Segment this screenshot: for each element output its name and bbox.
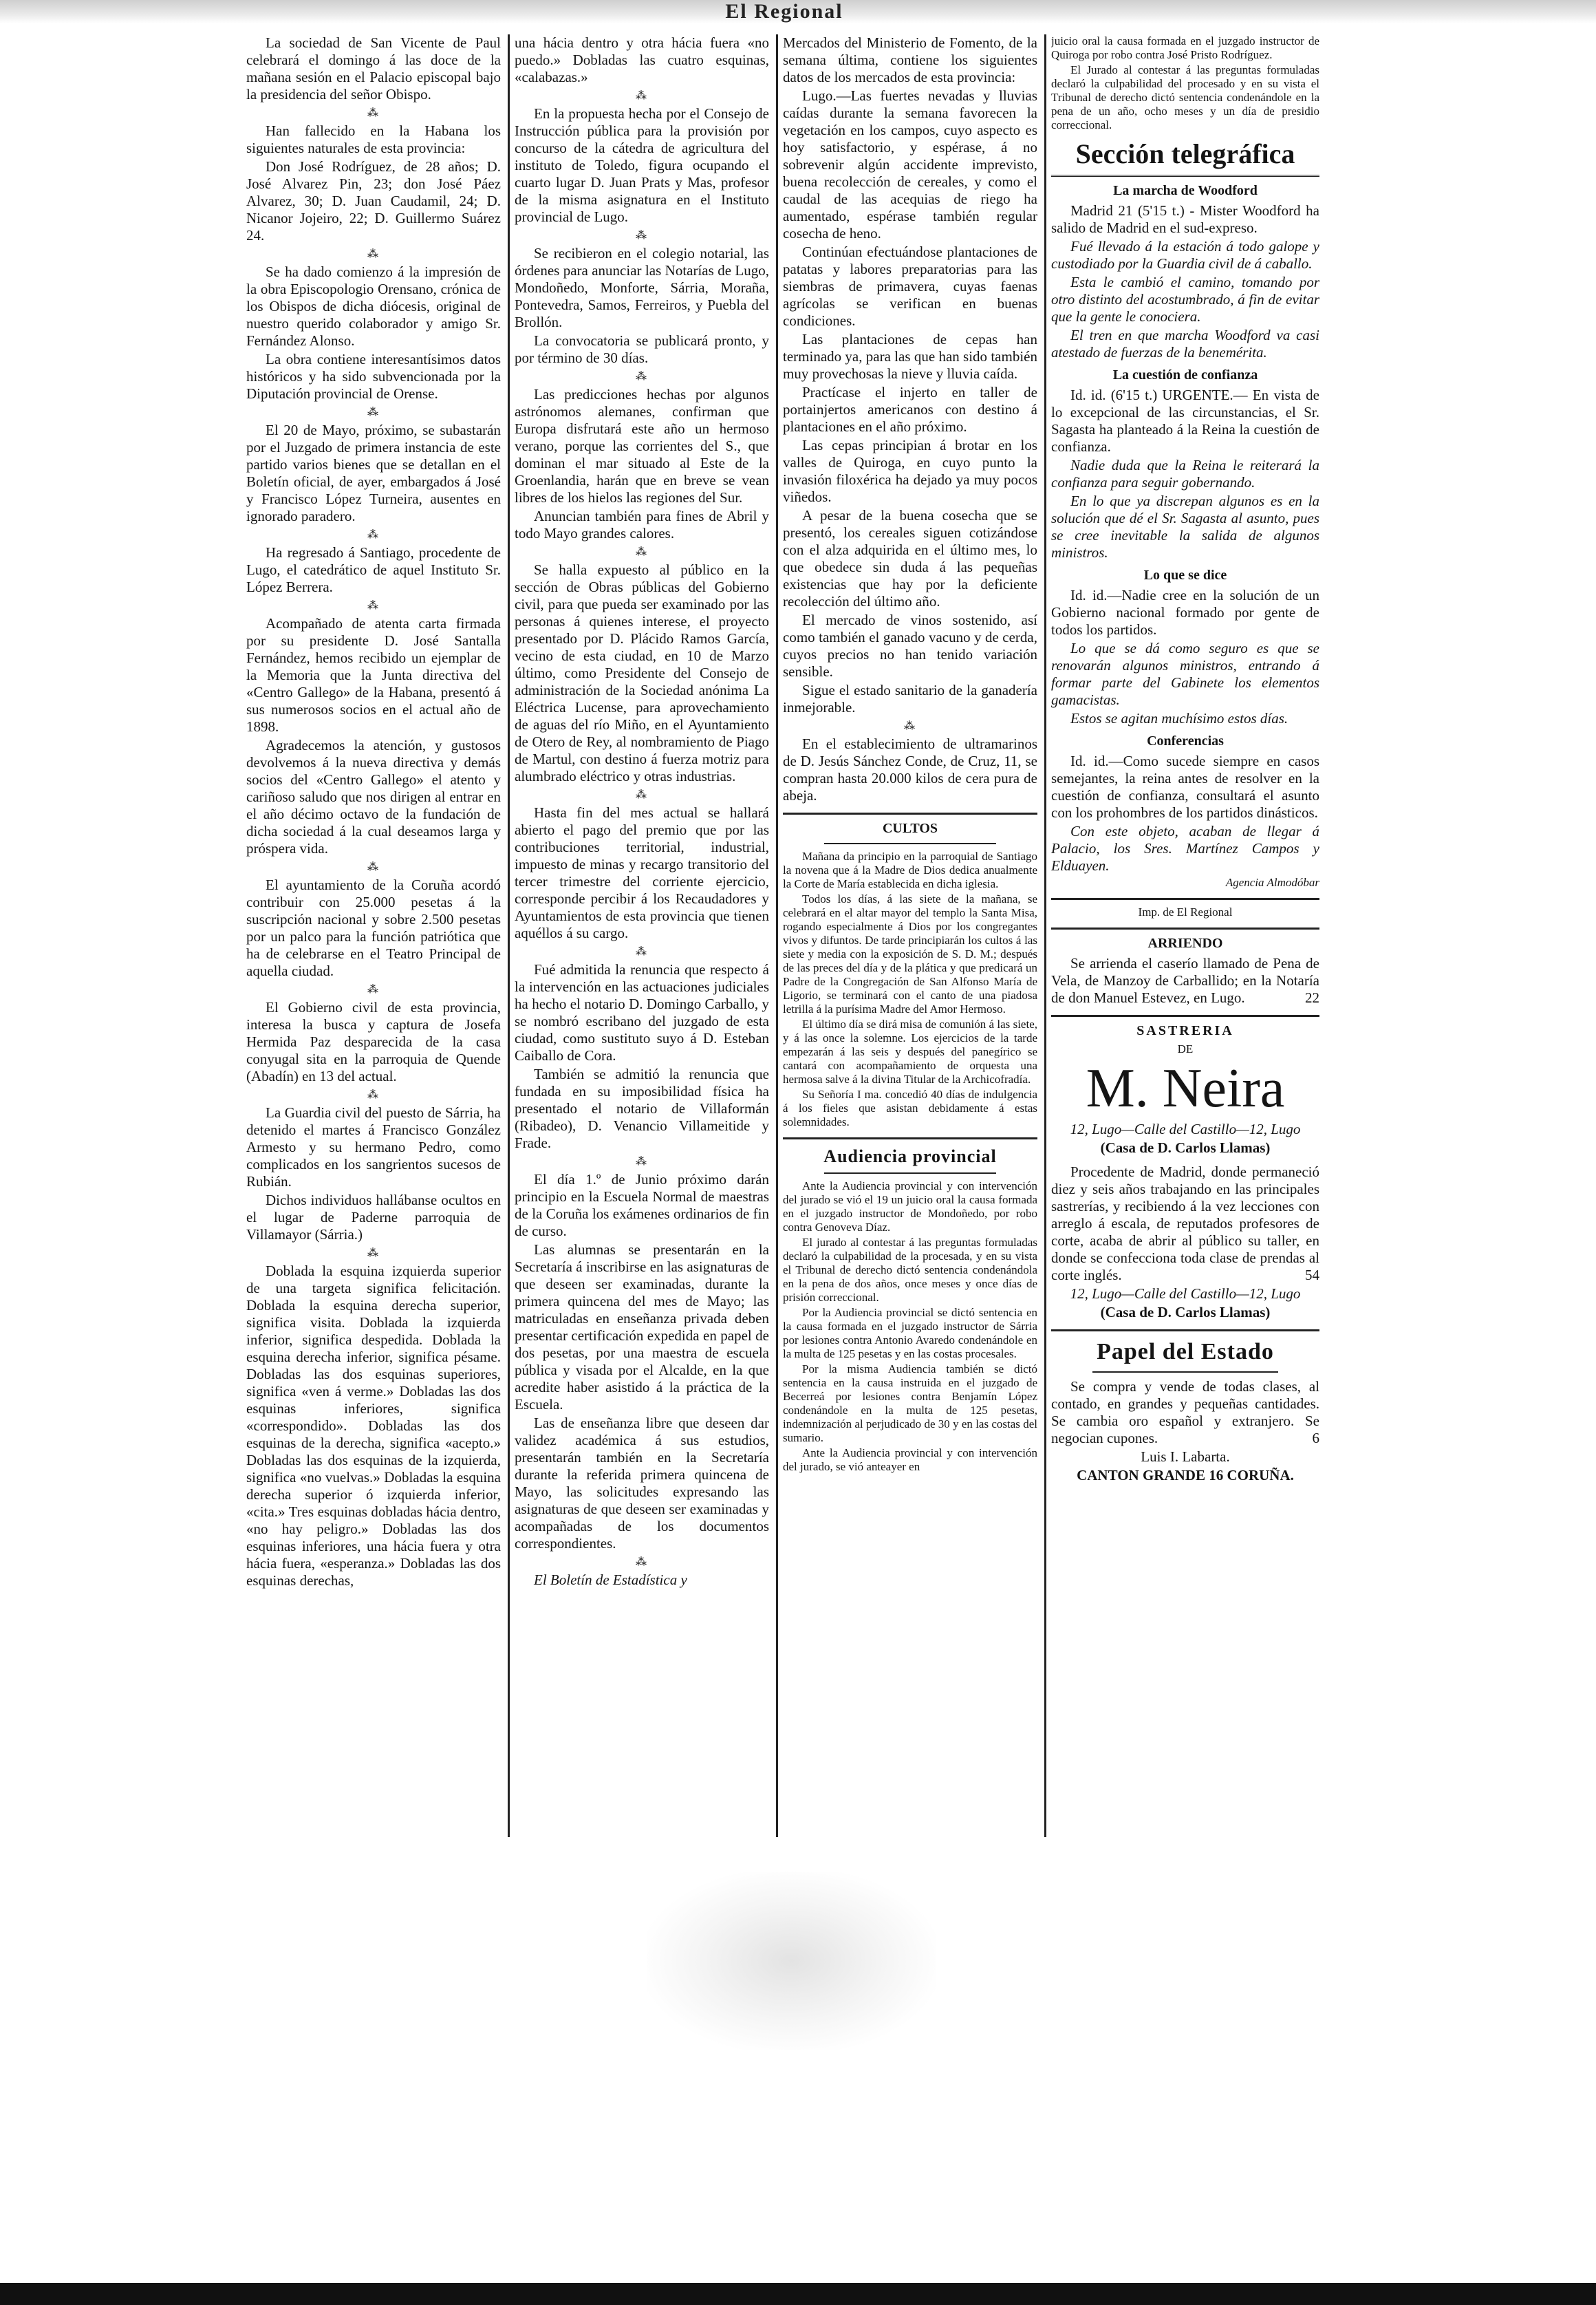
news-item: Acompañado de atenta carta firmada por su presidente D. José Santalla Fernández, hemos recibido un ejemplar de la Memoria que la Junta directiva del «Centro Gallego» de la Habana, presentó á sus numerosos socios en el actual año de 1898. [246,615,501,735]
canton-address: CANTON GRANDE 16 CORUÑA. [1077,1467,1294,1483]
news-item: Don José Rodríguez, de 28 años; D. José Alvarez Pin, 23; don José Páez Alvarez, 30; D. Juan Caudamil, 24; D. Nicanor Jojeiro, 22; D. Guillermo Suárez 24. [246,158,501,244]
news-item: Mercados del Ministerio de Fomento, de la semana última, contiene los siguientes datos de los mercados de esta provincia: [783,34,1037,85]
news-item: Lugo.—Las fuertes nevadas y lluvias caídas durante la semana favorecen la vegetación en los campos, cuyo aspecto es hoy satisfactorio, y espérase, á no sobrevenir algún accidente imprevisto, buena recolección de cereales, y como el caudal de las acequias de riego ha aumentado, espérase también regular cosecha de heno. [783,87,1037,242]
separator-asterism: ⁂ [367,248,380,260]
telegram-item: Lo que se dá como seguro es que se renovarán algunos ministros, entrando á formar parte del Gabinete los elementos gamacistas. [1051,640,1319,708]
ad-number: 6 [1312,1430,1319,1446]
casa-line: (Casa de D. Carlos Llamas) [1100,1304,1271,1320]
separator-asterism: ⁂ [636,1556,648,1568]
news-item: El ayuntamiento de la Coruña acordó contribuir con 25.000 pesetas á la suscripción nacional y sobre 2.500 pesetas por un palco para la función patriótica que ha de celebrarse en el Teatro Principal de aquella ciudad. [246,877,501,979]
arriendo-body: Se arrienda el caserío llamado de Pena de Vela, de Manzoy de Carballido; en la Notaría de don Manuel Estevez, en Lugo. [1051,955,1319,1006]
news-item: Se recibieron en el colegio notarial, las órdenes para anunciar las Notarías de Lugo, Mondoñedo, Monforte, Sárria, Moraña, Pontevedra, Samos, Ferreiros, y Puebla del Brollón. [515,245,769,330]
telegram-item: Id. id.—Como sucede siempre en casos semejantes, la reina antes de resolver en la cuestión de confianza, consultará el asunto con los prohombres de los partidos dinásticos. [1051,753,1319,821]
telegram-item: Id. id.—Nadie cree en la solución de un Gobierno nacional formado por gente de todos los partidos. [1051,587,1319,638]
separator-asterism: ⁂ [367,407,380,418]
news-item: Anuncian también para fines de Abril y todo Mayo grandes calores. [515,508,769,542]
separator-asterism: ⁂ [636,371,648,383]
neira-title: M. Neira [1086,1058,1285,1119]
audiencia-item: El jurado al contestar á las preguntas formuladas declaró la culpabilidad de la procesada, y en su vista el Tribunal de derecho dictó sentencia condenándola en la pena de dos años, once meses y once días de prisión correccional. [783,1236,1037,1304]
telegram-item: Nadie duda que la Reina le reiterará la confianza para seguir gobernando. [1051,457,1319,491]
news-item: El mercado de vinos sostenido, así como también el ganado vacuno y de cerda, cuyos precios no han tenido variación sensible. [783,612,1037,680]
cultos-item: Su Señoría I ma. concedió 40 días de indulgencia á los fieles que asistan debidamente á estas solemnidades. [783,1088,1037,1128]
news-item: Doblada la esquina izquierda superior de una targeta significa felicitación. Doblada la esquina derecha superior, significa visita. Doblada la izquierda inferior, significa despedida. Doblada la esquina derecha inferior, significa pésame. Dobladas las dos esquinas superiores, significa «ven á verme.» Dobladas las dos esquinas inferiores, significa «correspondido». Dobladas las dos esquinas de la derecha, significa «acepto.» Dobladas las dos esquinas de la izquierda, significa «no vuelvas.» Dobladas la esquina derecha superior ó izquierda inferior, «cita.» Tres esquinas dobladas hácia dentro, «no hay peligro.» Dobladas las dos esquinas inferiores, una hácia fuera y otra hácia fuera, «esperanza.» Dobladas las dos esquinas derechas, [246,1263,501,1589]
column-rule [776,34,778,1837]
separator-asterism: ⁂ [636,90,648,102]
scan-smudge [647,1872,936,2050]
telegram-item: Id. id. (6'15 t.) URGENTE.— En vista de lo excepcional de las circunstancias, el Sr. Sagasta ha planteado á la Reina la cuestión de confianza. [1051,387,1319,455]
sastreria-body: Procedente de Madrid, donde permaneció diez y seis años trabajando en las principales sastrerías, y recibiendo á la vez lecciones con arreglo á escala, de reputados profesores de corte, acaba de abrir al público su taller, en donde se confecciona toda clase de prendas al corte inglés. [1051,1164,1319,1283]
heading-underline [1092,1371,1278,1373]
news-item: una hácia dentro y otra hácia fuera «no puedo.» Dobladas las cuatro esquinas, «calabazas.» [515,34,769,85]
news-item: Han fallecido en la Habana los siguientes naturales de esta provincia: [246,122,501,156]
separator-asterism: ⁂ [904,720,916,732]
telegrafica-heading: Sección telegráfica [1051,138,1319,177]
news-item: Ha regresado á Santiago, procedente de Lugo, el catedrático de aquel Instituto Sr. López Berrera. [246,544,501,595]
audiencia-item: juicio oral la causa formada en el juzgado instructor de Quiroga por robo contra José Pristo Rodríguez. [1051,34,1319,61]
separator-asterism: ⁂ [636,1156,648,1168]
separator-asterism: ⁂ [367,861,380,873]
column-rule [1044,34,1046,1837]
news-item: El día 1.º de Junio próximo darán principio en la Escuela Normal de maestras de la Coruña los exámenes ordinarios de fin de curso. [515,1171,769,1239]
ad-number: 22 [1305,989,1319,1006]
audiencia-item: Ante la Audiencia provincial y con intervención del jurado se vió el 19 un juicio oral la causa formada en el juzgado instructor de Mondoñedo, por robo contra Genoveva Díaz. [783,1179,1037,1234]
audiencia-item: Por la Audiencia provincial se dictó sentencia en la causa formada en el juzgado instructor de Sárria por lesiones contra Antonio Avaredo condenándole en la multa de 125 pesetas y en las costas procesales. [783,1306,1037,1360]
telegram-item: Madrid 21 (5'15 t.) - Mister Woodford ha salido de Madrid en el sud-expreso. [1051,202,1319,236]
masthead: El Regional [725,0,843,23]
news-item: Hasta fin del mes actual se hallará abierto el pago del premio que por las contribuciones territorial, industrial, impuesto de minas y recargo transitorio del tercer trimestre del corriente ejercicio, corresponde percibir á los Recaudadores y Ayuntamientos de esta provincia que tienen aquéllos á su cargo. [515,804,769,941]
telegram-item: Estos se agitan muchísimo estos días. [1070,710,1288,727]
sastreria-text [1051,1164,1319,1284]
news-item: Agradecemos la atención, y gustosos devolvemos á la nueva directiva y demás socios del «Centro Gallego» el atento y cariñoso saludo que nos dirigen al entrar en el año décimo octavo de la fundación de dicha sociedad á la cual deseamos larga y próspera vida. [246,737,501,857]
telegram-item: Con este objeto, acaban de llegar á Palacio, los Sres. Martínez Campos y Elduayen. [1051,823,1319,874]
news-item: Las plantaciones de cepas han terminado ya, para las que han sido también muy provechosas la nieve y lluvia caída. [783,331,1037,382]
section-rule [1051,928,1319,930]
news-item: Las cepas principian á brotar en los valles de Quiroga, en cuyo punto la invasión filoxérica ha dejado ya muy pocos viñedos. [783,437,1037,505]
news-item: Dichos individuos hallábanse ocultos en el lugar de Paderne parroquia de Villamayor (Sárria.) [246,1192,501,1243]
newspaper-page [246,34,1319,1851]
section-rule [1051,1329,1319,1331]
address-line: 12, Lugo—Calle del Castillo—12, Lugo [1070,1285,1301,1302]
news-item: Las predicciones hechas por algunos astrónomos alemanes, confirman que Europa disfrutará este año un hermoso verano, porque las corrientes del S., que dominan el mar situado al Este de la Groenlandia, harán que en breve se vean libres de los hielos las regiones del Sur. [515,386,769,506]
confianza-heading: La cuestión de confianza [1112,367,1258,383]
section-rule [783,1137,1037,1139]
conferencias-heading: Conferencias [1147,733,1224,749]
papel-text [1051,1378,1319,1447]
news-item: Se halla expuesto al público en la sección de Obras públicas del Gobierno civil, para que pueda ser examinado por las personas á quienes interese, el proyecto presentado por D. Plácido Ramos García, vecino de esta ciudad, en 10 de Marzo último, como Presidente del Consejo de administración de la Sociedad anónima La Eléctrica Lucense, para aprovechamiento de aguas del río Miño, en el Ayuntamiento de Otero de Rey, al nombramiento de Piago de Martul, con destino á fuerza motriz para alumbrado eléctrico y otras industrias. [515,561,769,784]
arriendo-text [1051,955,1319,1007]
heading-underline [824,843,996,844]
agency-signature: Agencia Almodóbar [1225,876,1319,889]
column-3 [783,34,1037,1823]
telegram-item: Fué llevado á la estación á todo galope y custodiado por la Guardia civil de á caballo. [1051,238,1319,272]
separator-asterism: ⁂ [636,789,648,801]
audiencia-item: Ante la Audiencia provincial y con intervención del jurado, se vió anteayer en [783,1446,1037,1473]
news-item: La sociedad de San Vicente de Paul celebrará el domingo á las doce de la mañana sesión en el Palacio episcopal bajo la presidencia del señor Obispo. [246,34,501,103]
news-item: Continúan efectuándose plantaciones de patatas y labores preparatorias para las siembras de primavera, cuyas faenas agrícolas se verifican en buenas condiciones. [783,244,1037,329]
audiencia-item: El Jurado al contestar á las preguntas formuladas declaró la culpabilidad del procesado y en su vista el Tribunal de derecho dictó sentencia condenándole en la pena de un año, ocho meses y un día de presidio correccional. [1051,63,1319,131]
arriendo-heading: ARRIENDO [1147,936,1223,951]
separator-asterism: ⁂ [367,984,380,996]
news-item: Fué admitida la renuncia que respecto á la intervención en las actuaciones judiciales ha hecho el notario D. Domingo Carballo, y se nombró escribano del juzgado de esta ciudad, como sustituto suyo á D. Esteban Caiballo de Cora. [515,961,769,1064]
separator-asterism: ⁂ [367,1089,380,1101]
telegram-item: En lo que ya discrepan algunos es en la solución que dé el Sr. Sagasta al asunto, pues se cree inevitable la salida de algunos ministros. [1051,493,1319,561]
cultos-heading: CULTOS [882,821,938,836]
separator-asterism: ⁂ [367,600,380,612]
separator-asterism: ⁂ [636,946,648,958]
news-item: A pesar de la buena cosecha que se presentó, los cereales siguen cotizándose con el alza adquirida en el último mes, lo que obedece sin duda á las pequeñas existencias que hay por la deficiente recolección del último año. [783,507,1037,610]
separator-asterism: ⁂ [367,529,380,541]
sastreria-heading: SASTRERIA [1136,1023,1234,1038]
audiencia-item: Por la misma Audiencia también se dictó sentencia en la causa instruida en el juzgado de Becerreá por lesiones contra Benjamín López condenándole en la multa de 125 pesetas, indemnización al perjudicado de 30 y en las costas del sumario. [783,1362,1037,1444]
news-item: Practícase el injerto en taller de portainjertos americanos con destino á plantaciones en el año próximo. [783,384,1037,435]
telegram-item: El tren en que marcha Woodford va casi atestado de fuerzas de la benemérita. [1051,327,1319,361]
woodford-heading: La marcha de Woodford [1113,183,1258,198]
news-item: El Gobierno civil de esta provincia, interesa la busca y captura de Josefa Hermida Paz desparecida de la casa conyugal sita en la parroquia de Quende (Abadín) en 13 del actual. [246,999,501,1084]
news-item: La convocatoria se publicará pronto, y por término de 30 días. [515,332,769,366]
scan-bottom-band [0,2283,1596,2305]
news-item: En la propuesta hecha por el Consejo de Instrucción pública para la provisión por concurso de la cátedra de agricultura del instituto de Toledo, figura ocupando el cuarto lugar D. Juan Prats y Mas, profesor de la misma asignatura en el Instituto provincial de Lugo. [515,105,769,225]
news-item: El Boletín de Estadística y [534,1572,687,1588]
section-rule [1051,898,1319,900]
audiencia-heading: Audiencia provincial [823,1146,997,1166]
papel-body: Se compra y vende de todas clases, al contado, en grandes y pequeñas cantidades. Se cambia oro español y extranjero. Se negocian cupones. [1051,1378,1319,1446]
address-line: 12, Lugo—Calle del Castillo—12, Lugo [1070,1121,1301,1137]
news-item: Las alumnas se presentarán en la Secretaría á inscribirse en las asignaturas de que deseen ser examinadas, durante la primera quincena del mes de Mayo; las matriculadas en enseñanza privada deben presentar certificación expedida en papel de dos pesetas, por una maestra de escuela pública y visada por el Alcalde, en la que acredite haber asistido á la práctica de la Escuela. [515,1241,769,1413]
cultos-item: El último día se dirá misa de comunión á las siete, y á las once la solemne. Los ejercicios de la tarde empezarán á las seis y después del panegírico se cantará con acompañamiento de orquesta una hermosa salve á la divina Titular de la Archicofradía. [783,1018,1037,1086]
cultos-item: Mañana da principio en la parroquial de Santiago la novena que á la Madre de Dios dedica anualmente la Corte de María establecida en dicha iglesia. [783,850,1037,890]
cultos-item: Todos los días, á las siete de la mañana, se celebrará en el altar mayor del templo la Santa Misa, rogando especialmente á Dios por los congregantes vivos y difuntos. De tarde principiarán los cultos á las siete y media con la exposición de S. D. M.; después de las preces del día y de la plática y que predicará un Padre de la Congregación de San Alfonso María de Ligorio, se terminará con el canto de una piadosa letrilla á la purísima Madre del Amor Hermoso. [783,892,1037,1016]
separator-asterism: ⁂ [636,230,648,242]
news-item: Se ha dado comienzo á la impresión de la obra Episcopologio Orensano, crónica de los Obispos de dicha diócesis, original de nuestro querido colaborador y amigo Sr. Fernández Alonso. [246,264,501,349]
column-1 [246,34,501,1823]
section-rule [783,813,1037,815]
news-item: El 20 de Mayo, próximo, se subastarán por el Juzgado de primera instancia de este partido varios bienes que se detallan en el Boletín oficial, de ayer, embargados á José y Francisco López Turneira, ausentes en ignorado paradero. [246,422,501,524]
separator-asterism: ⁂ [367,1247,380,1259]
casa-line: (Casa de D. Carlos Llamas) [1100,1139,1271,1156]
news-item: Las de enseñanza libre que deseen dar validez académica á sus estudios, presentarán también en la Secretaría durante la referida primera quincena de Mayo, las solicitudes expresando las asignaturas de que deseen ser examinadas y acompañadas de los documentos correspondientes. [515,1415,769,1552]
imprenta-line: Imp. de El Regional [1138,905,1233,919]
news-item: La obra contiene interesantísimos datos históricos y ha sido subvencionada por la Diputación provincial de Orense. [246,351,501,402]
news-item: También se admitió la renuncia que fundada en su imposibilidad física ha presentado el notario de Villaformán (Ribadeo), D. Venancio Villameitide y Frade. [515,1066,769,1151]
labarta-signature: Luis I. Labarta. [1141,1448,1230,1465]
column-2 [515,34,769,1823]
separator-asterism: ⁂ [636,546,648,558]
column-rule [508,34,510,1837]
column-4 [1051,34,1319,1823]
news-item: En el establecimiento de ultramarinos de D. Jesús Sánchez Conde, de Cruz, 11, se compran hasta 20.000 kilos de cera pura de abeja. [783,736,1037,804]
separator-asterism: ⁂ [367,107,380,119]
papel-heading: Papel del Estado [1097,1339,1274,1364]
ad-number: 54 [1305,1267,1319,1283]
news-item: La Guardia civil del puesto de Sárria, ha detenido el martes á Francisco González Armesto y su hermano Pedro, como complicados en los sangrientos sucesos de Rubián. [246,1104,501,1190]
heading-underline [824,1172,996,1174]
telegram-item: Esta le cambió el camino, tomando por otro distinto del acostumbrado, á fin de evitar que la gente le conociera. [1051,274,1319,325]
news-item: Sigue el estado sanitario de la ganadería inmejorable. [783,682,1037,716]
dice-heading: Lo que se dice [1143,568,1227,583]
sastreria-de: DE [1177,1042,1194,1055]
section-rule [1051,1015,1319,1017]
